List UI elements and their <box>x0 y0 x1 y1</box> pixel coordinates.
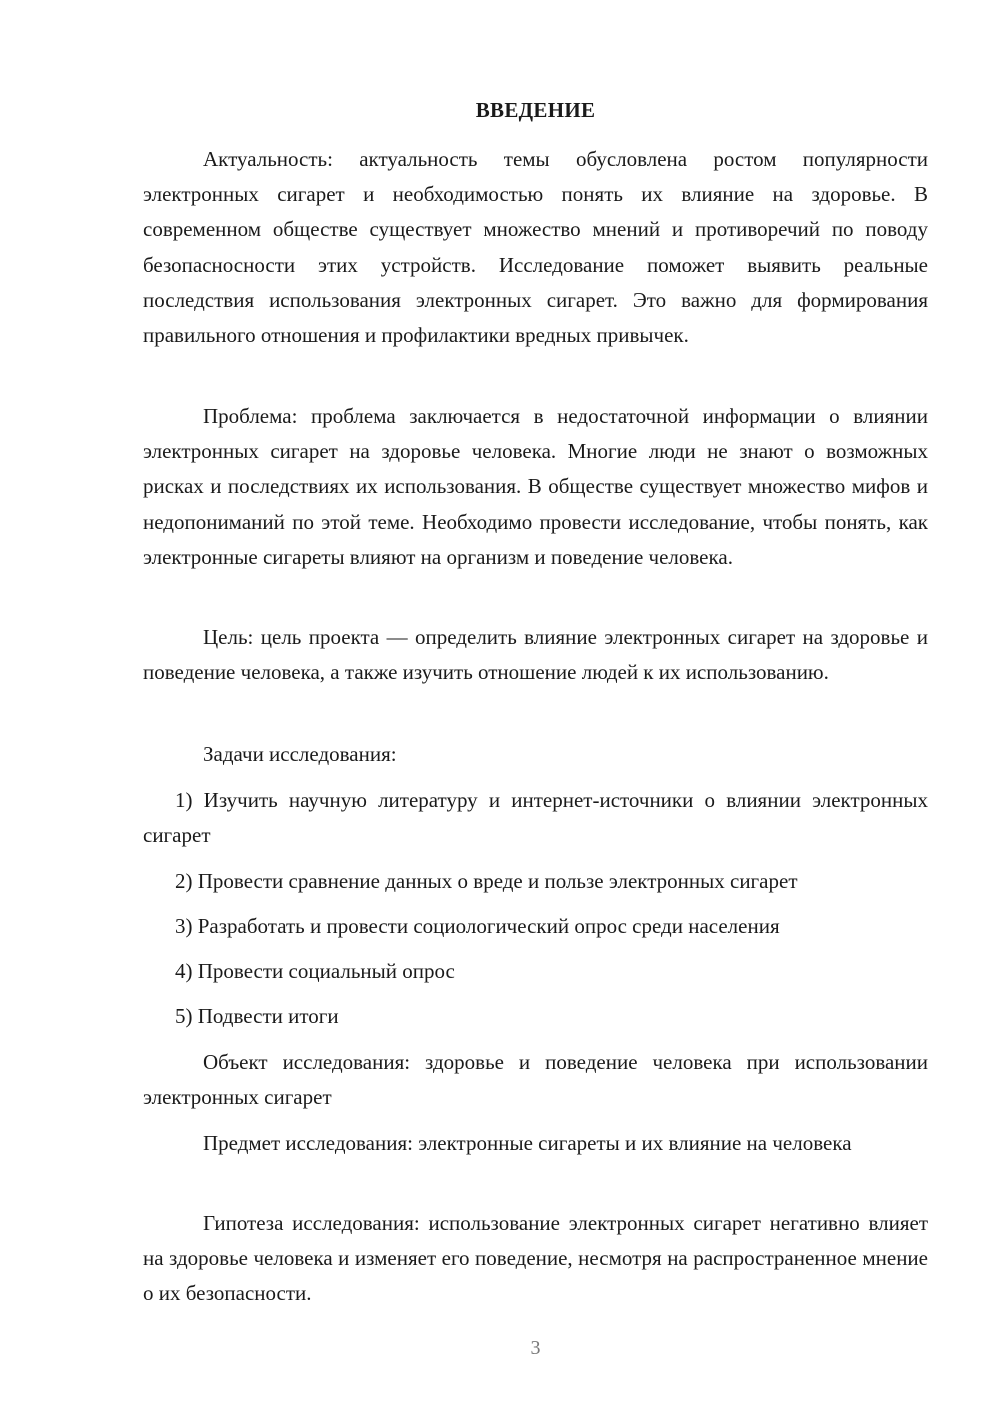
section-title: ВВЕДЕНИЕ <box>475 98 596 122</box>
task-item-5: 5) Подвести итоги <box>175 1004 339 1028</box>
task-item-4: 4) Провести социальный опрос <box>175 959 455 983</box>
paragraph-subject: Предмет исследования: электронные сигареты и их влияние на человека <box>203 1131 852 1155</box>
paragraph-goal: Цель: цель проекта — определить влияние электронных сигарет на здоровье и поведение человека, а также изучить отношение людей к их использованию. <box>143 625 928 685</box>
paragraph-hypothesis: Гипотеза исследования: использование электронных сигарет негативно влияет на здоровье человека и изменяет его поведение, несмотря на распространенное мнение о их безопасности. <box>143 1211 928 1306</box>
paragraph-relevance: Актуальность: актуальность темы обусловлена ростом популярности электронных сигарет и необходимостью понять их влияние на здоровье. В современном обществе существует множество мнений и противоречий по поводу безопасносности этих устройств. Исследование поможет выявить реальные последствия использования электронных сигарет. Это важно для формирования правильного отношения и профилактики вредных привычек. <box>143 147 928 348</box>
task-item-2: 2) Провести сравнение данных о вреде и пользе электронных сигарет <box>175 869 798 893</box>
document-page <box>143 0 928 1414</box>
page-number: 3 <box>530 1337 541 1359</box>
task-item-3: 3) Разработать и провести социологический опрос среди населения <box>175 914 780 938</box>
tasks-heading: Задачи исследования: <box>203 742 397 766</box>
paragraph-problem: Проблема: проблема заключается в недостаточной информации о влиянии электронных сигарет на здоровье человека. Многие люди не знают о возможных рисках и последствиях их использования. В обществе существует множество мифов и недопониманий по этой теме. Необходимо провести исследование, чтобы понять, как электронные сигареты влияют на организм и поведение человека. <box>143 404 928 569</box>
paragraph-object: Объект исследования: здоровье и поведение человека при использовании электронных сигарет <box>143 1050 928 1110</box>
task-item-1: 1) Изучить научную литературу и интернет-источники о влиянии электронных сигарет <box>143 788 928 848</box>
